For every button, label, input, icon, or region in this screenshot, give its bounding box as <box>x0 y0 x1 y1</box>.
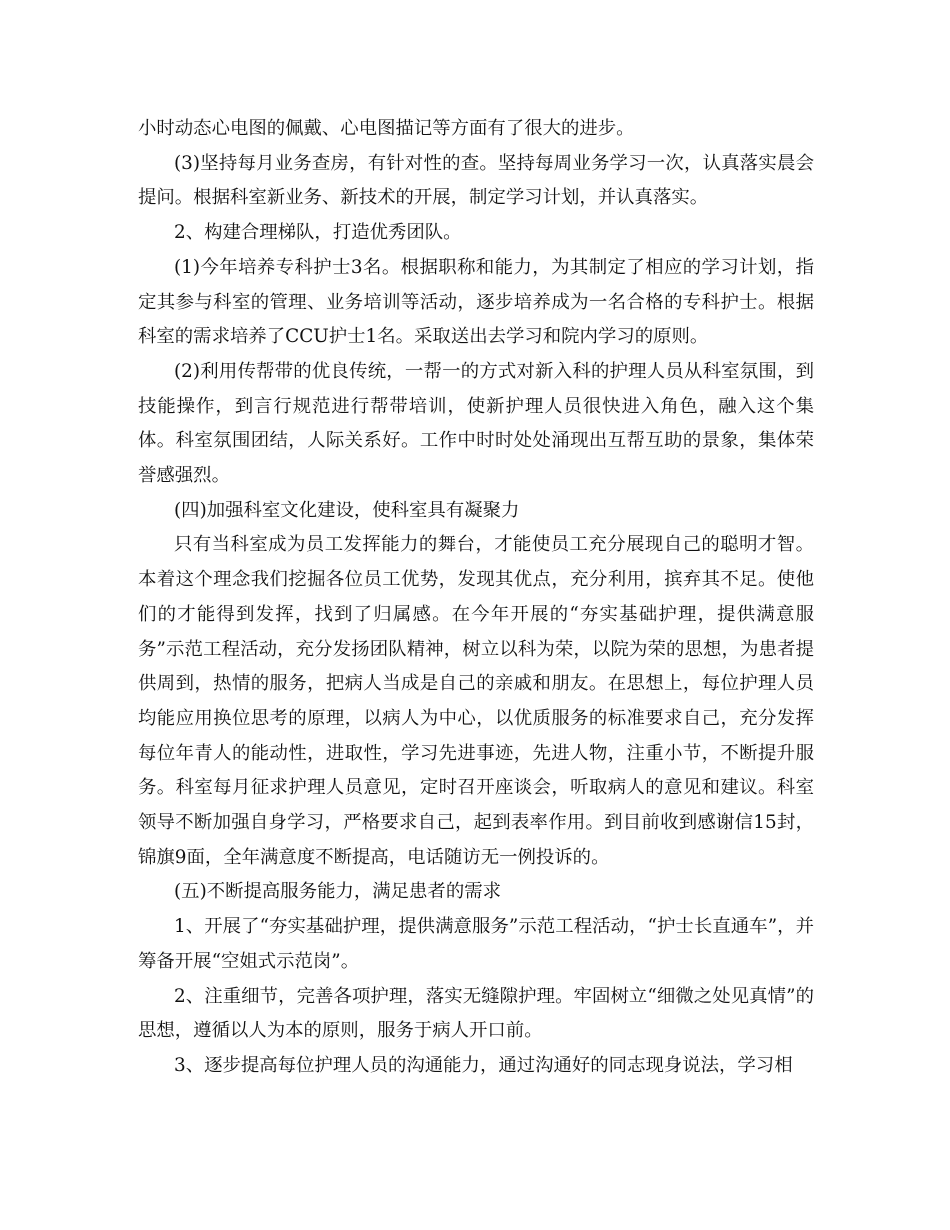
paragraph-service-item-1: 1、开展了“夯实基础护理，提供满意服务”示范工程活动，“护士长直通车”，并筹备开展“空姐式示范岗”。 <box>138 916 814 972</box>
section-heading-culture: (四)加强科室文化建设，使科室具有凝聚力 <box>174 499 520 521</box>
paragraph-heading-team-building: 2、构建合理梯队，打造优秀团队。 <box>174 222 462 244</box>
document-body <box>138 112 814 1084</box>
paragraph-service-item-2: 2、注重细节，完善各项护理，落实无缝隙护理。牢固树立“细微之处见真情”的思想，遵循以人为本的原则，服务于病人开口前。 <box>138 985 814 1042</box>
paragraph-continuation: 小时动态心电图的佩戴、心电图描记等方面有了很大的进步。 <box>138 118 635 139</box>
paragraph-item-1-specialist-nurses: (1)今年培养专科护士3名。根据职称和能力，为其制定了相应的学习计划，指定其参与科室的管理、业务培训等活动，逐步培养成为一名合格的专科护士。根据科室的需求培养了CCU护士1名。采取送出去学习和院内学习的原则。 <box>138 256 814 348</box>
paragraph-item-2-mentoring: (2)利用传帮带的优良传统，一帮一的方式对新入科的护理人员从科室氛围，到技能操作，到言行规范进行帮带培训，使新护理人员很快进入角色，融入这个集体。科室氛围团结，人际关系好。工作中时时处处涌现出互帮互助的景象，集体荣誉感强烈。 <box>138 360 814 487</box>
section-heading-service: (五)不断提高服务能力，满足患者的需求 <box>174 881 501 903</box>
paragraph-item-3-ward-rounds: (3)坚持每月业务查房，有针对性的查。坚持每周业务学习一次，认真落实晨会提问。根据科室新业务、新技术的开展，制定学习计划，并认真落实。 <box>138 152 814 209</box>
paragraph-service-item-3: 3、逐步提高每位护理人员的沟通能力，通过沟通好的同志现身说法，学习相 <box>174 1054 793 1076</box>
paragraph-culture-body: 只有当科室成为员工发挥能力的舞台，才能使员工充分展现自己的聪明才智。本着这个理念我们挖掘各位员工优势，发现其优点，充分利用，摈弃其不足。使他们的才能得到发挥，找到了归属感。在今年开展的“夯实基础护理，提供满意服务”示范工程活动，充分发扬团队精神，树立以科为荣，以院为荣的思想，为患者提供周到，热情的服务，把病人当成是自己的亲戚和朋友。在思想上，每位护理人员均能应用换位思考的原理，以病人为中心，以优质服务的标准要求自己，充分发挥每位年青人的能动性，进取性，学习先进事迹，先进人物，注重小节，不断提升服务。科室每月征求护理人员意见，定时召开座谈会，听取病人的意见和建议。科室领导不断加强自身学习，严格要求自己，起到表率作用。到目前收到感谢信15封，锦旗9面，全年满意度不断提高，电话随访无一例投诉的。 <box>138 534 814 868</box>
